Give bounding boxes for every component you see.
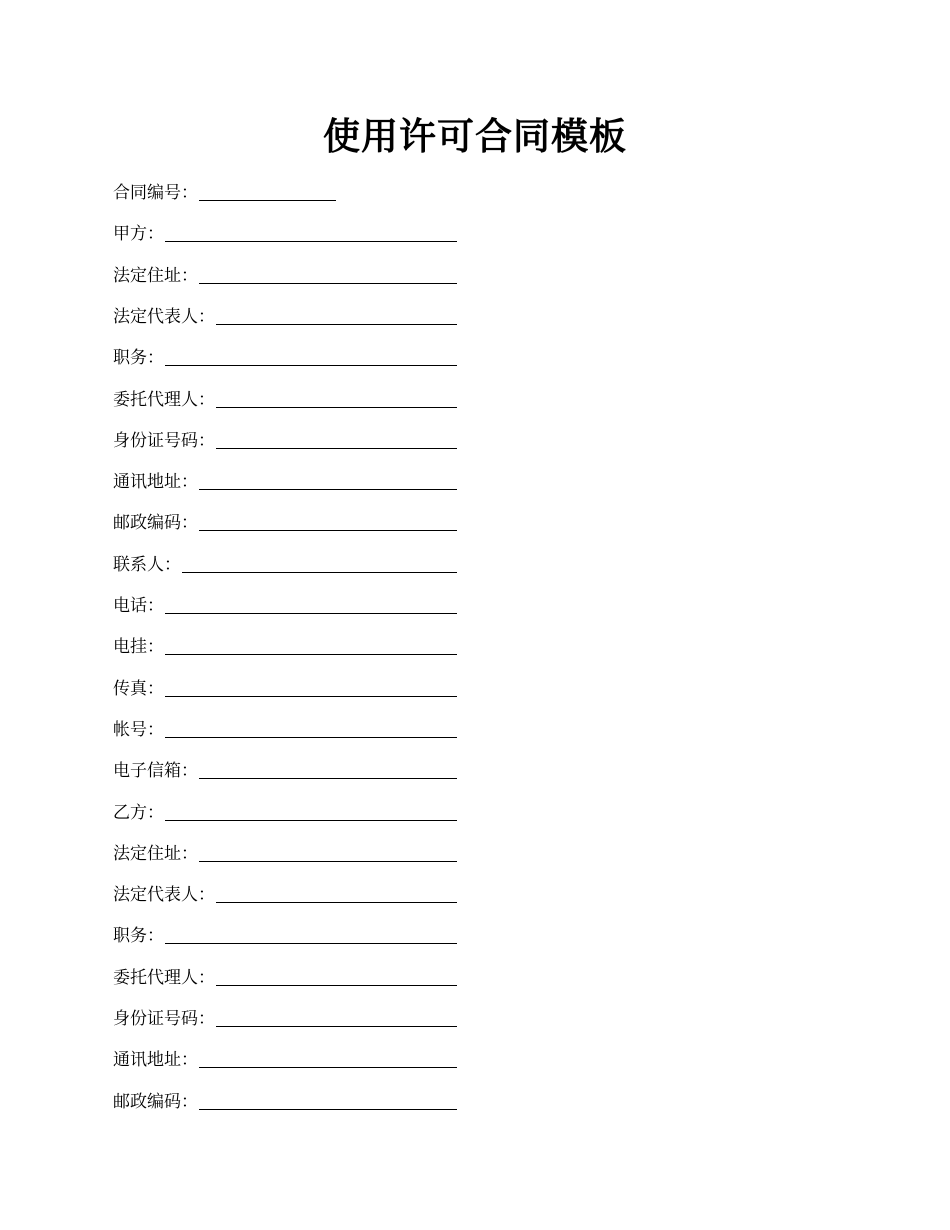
postal-code-row [113, 1089, 457, 1113]
legal-address-row [113, 841, 457, 865]
mailing-address-label: 通讯地址： [113, 472, 198, 493]
party-a-blank[interactable] [165, 241, 457, 242]
party-b-row [113, 800, 457, 824]
account-number-row [113, 717, 457, 741]
mailing-address-row [113, 1047, 457, 1071]
mailing-address-blank[interactable] [199, 489, 457, 490]
legal-address-row [113, 263, 457, 287]
contact-person-label: 联系人： [113, 554, 181, 575]
phone-row [113, 593, 457, 617]
position-blank[interactable] [165, 943, 457, 944]
id-number-blank[interactable] [216, 448, 457, 449]
authorized-agent-blank[interactable] [216, 407, 457, 408]
postal-code-label: 邮政编码： [113, 1091, 198, 1112]
telegraph-label: 电挂： [113, 637, 164, 658]
mailing-address-blank[interactable] [199, 1067, 457, 1068]
contract-number-row [113, 180, 336, 204]
position-blank[interactable] [165, 365, 457, 366]
legal-representative-blank[interactable] [216, 324, 457, 325]
id-number-row [113, 1006, 457, 1030]
postal-code-blank[interactable] [199, 530, 457, 531]
contract-number-blank[interactable] [199, 200, 336, 201]
legal-representative-blank[interactable] [216, 902, 457, 903]
fax-label: 传真： [113, 678, 164, 699]
id-number-label: 身份证号码： [113, 430, 215, 451]
fax-row [113, 676, 457, 700]
page-title: 使用许可合同模板 [323, 114, 627, 158]
position-row [113, 923, 457, 947]
postal-code-row [113, 510, 457, 534]
legal-representative-row [113, 304, 457, 328]
contact-person-blank[interactable] [182, 572, 457, 573]
id-number-blank[interactable] [216, 1026, 457, 1027]
postal-code-label: 邮政编码： [113, 513, 198, 534]
id-number-row [113, 428, 457, 452]
legal-representative-label: 法定代表人： [113, 885, 215, 906]
contract-number-label: 合同编号： [113, 183, 198, 203]
position-row [113, 345, 457, 369]
mailing-address-row [113, 469, 457, 493]
position-label: 职务： [113, 926, 164, 947]
position-label: 职务： [113, 348, 164, 369]
postal-code-blank[interactable] [199, 1109, 457, 1110]
authorized-agent-row [113, 387, 457, 411]
authorized-agent-row [113, 965, 457, 989]
legal-address-label: 法定住址： [113, 843, 198, 864]
telegraph-blank[interactable] [165, 654, 457, 655]
authorized-agent-label: 委托代理人： [113, 967, 215, 988]
legal-address-label: 法定住址： [113, 265, 198, 286]
id-number-label: 身份证号码： [113, 1009, 215, 1029]
contact-person-row [113, 552, 457, 576]
authorized-agent-label: 委托代理人： [113, 389, 215, 410]
party-b-label: 乙方： [113, 802, 164, 823]
phone-label: 电话： [113, 596, 164, 616]
party-b-blank[interactable] [165, 820, 457, 821]
account-number-label: 帐号： [113, 719, 164, 740]
legal-representative-row [113, 882, 457, 906]
email-label: 电子信箱： [113, 761, 198, 782]
phone-blank[interactable] [165, 613, 457, 614]
legal-address-blank[interactable] [199, 861, 457, 862]
mailing-address-label: 通讯地址： [113, 1050, 198, 1071]
party-a-row [113, 221, 457, 245]
legal-address-blank[interactable] [199, 283, 457, 284]
fax-blank[interactable] [165, 696, 457, 697]
party-a-label: 甲方： [113, 224, 164, 245]
authorized-agent-blank[interactable] [216, 985, 457, 986]
email-row [113, 758, 457, 782]
email-blank[interactable] [199, 778, 457, 779]
account-number-blank[interactable] [165, 737, 457, 738]
telegraph-row [113, 634, 457, 658]
legal-representative-label: 法定代表人： [113, 306, 215, 327]
